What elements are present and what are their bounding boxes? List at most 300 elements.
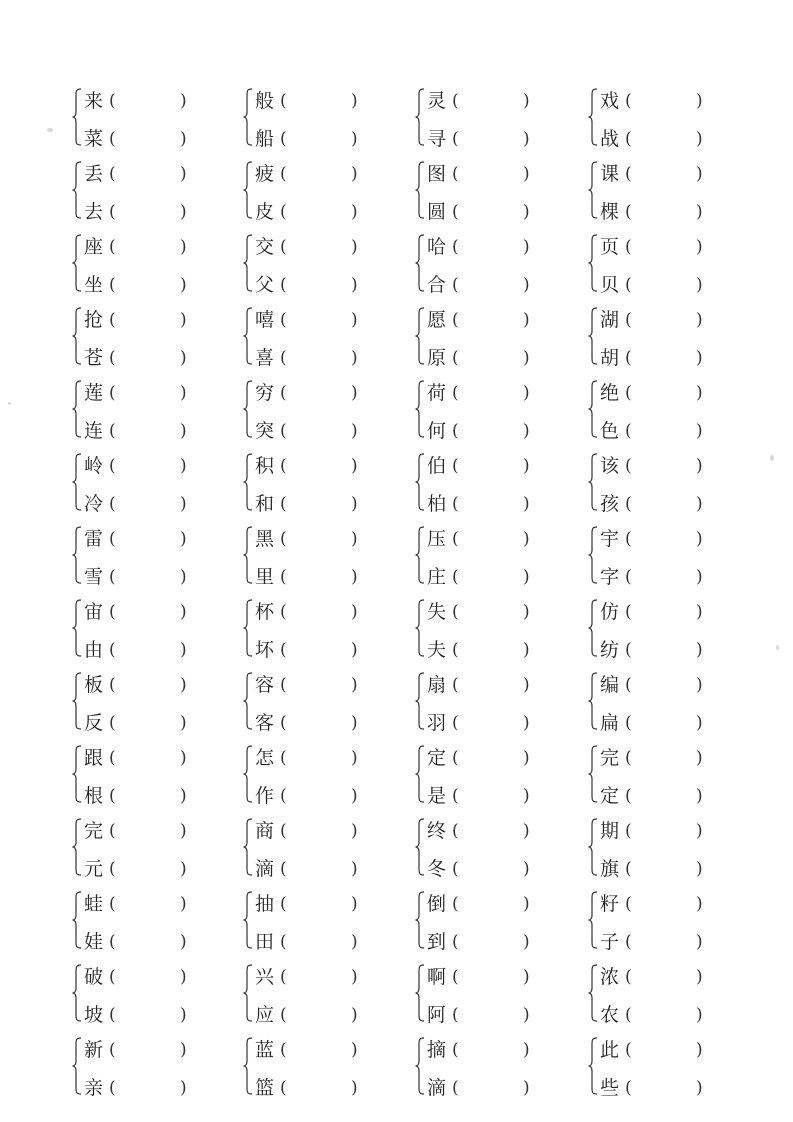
open-paren: ( xyxy=(109,602,116,622)
pair-bottom-row xyxy=(84,635,224,669)
brace-icon xyxy=(588,599,598,657)
close-paren: ) xyxy=(351,129,358,149)
character-pair xyxy=(72,593,222,666)
brace-icon xyxy=(72,599,82,657)
brace-icon xyxy=(243,1037,253,1095)
open-paren: ( xyxy=(625,1040,632,1060)
word-answer-blank[interactable] xyxy=(638,200,694,224)
close-paren: ) xyxy=(180,1078,187,1098)
word-answer-blank[interactable] xyxy=(122,784,178,808)
word-answer-blank[interactable] xyxy=(122,746,178,770)
word-answer-blank[interactable] xyxy=(293,819,349,843)
close-paren: ) xyxy=(180,675,187,695)
word-answer-blank[interactable] xyxy=(293,454,349,478)
word-answer-blank[interactable] xyxy=(638,892,694,916)
word-answer-blank[interactable] xyxy=(293,565,349,589)
open-paren: ( xyxy=(109,713,116,733)
character: 胡 xyxy=(600,347,620,369)
close-paren: ) xyxy=(351,237,358,257)
close-paren: ) xyxy=(523,859,530,879)
open-paren: ( xyxy=(452,713,459,733)
pair-bottom-row xyxy=(255,854,395,888)
close-paren: ) xyxy=(523,91,530,111)
word-answer-blank[interactable] xyxy=(465,419,521,443)
word-answer-blank[interactable] xyxy=(638,930,694,954)
open-paren: ( xyxy=(280,1078,287,1098)
close-paren: ) xyxy=(351,421,358,441)
word-answer-blank[interactable] xyxy=(465,127,521,151)
word-answer-blank[interactable] xyxy=(122,381,178,405)
word-answer-blank[interactable] xyxy=(293,273,349,297)
word-answer-blank[interactable] xyxy=(122,711,178,735)
word-answer-blank[interactable] xyxy=(293,492,349,516)
word-answer-blank[interactable] xyxy=(122,162,178,186)
word-answer-blank[interactable] xyxy=(638,784,694,808)
close-paren: ) xyxy=(180,421,187,441)
word-answer-blank[interactable] xyxy=(293,1038,349,1062)
word-answer-blank[interactable] xyxy=(638,1003,694,1027)
word-answer-blank[interactable] xyxy=(122,638,178,662)
open-paren: ( xyxy=(625,786,632,806)
character: 破 xyxy=(84,966,104,988)
close-paren: ) xyxy=(351,1005,358,1025)
close-paren: ) xyxy=(351,821,358,841)
close-paren: ) xyxy=(696,567,703,587)
open-paren: ( xyxy=(280,129,287,149)
pair-bottom-row xyxy=(600,416,740,450)
character-pair xyxy=(243,958,393,1031)
word-answer-blank[interactable] xyxy=(638,857,694,881)
pair-top-row xyxy=(84,305,224,339)
word-answer-blank[interactable] xyxy=(638,308,694,332)
character: 完 xyxy=(600,747,620,769)
word-answer-blank[interactable] xyxy=(465,162,521,186)
word-answer-blank[interactable] xyxy=(638,127,694,151)
word-answer-blank[interactable] xyxy=(122,965,178,989)
character: 座 xyxy=(84,236,104,258)
word-answer-blank[interactable] xyxy=(465,308,521,332)
word-answer-blank[interactable] xyxy=(293,600,349,624)
close-paren: ) xyxy=(523,129,530,149)
open-paren: ( xyxy=(452,202,459,222)
close-paren: ) xyxy=(696,859,703,879)
character: 板 xyxy=(84,674,104,696)
close-paren: ) xyxy=(180,1040,187,1060)
brace-icon xyxy=(588,453,598,511)
pair-bottom-row xyxy=(255,124,395,158)
word-answer-blank[interactable] xyxy=(122,930,178,954)
word-answer-blank[interactable] xyxy=(638,454,694,478)
word-answer-blank[interactable] xyxy=(293,162,349,186)
pair-top-row xyxy=(84,962,224,996)
character: 莲 xyxy=(84,382,104,404)
character: 蓝 xyxy=(255,1039,275,1061)
brace-icon xyxy=(415,891,425,949)
close-paren: ) xyxy=(180,383,187,403)
word-answer-blank[interactable] xyxy=(122,308,178,332)
word-answer-blank[interactable] xyxy=(465,673,521,697)
open-paren: ( xyxy=(452,237,459,257)
close-paren: ) xyxy=(523,932,530,952)
word-answer-blank[interactable] xyxy=(638,235,694,259)
word-answer-blank[interactable] xyxy=(638,711,694,735)
word-answer-blank[interactable] xyxy=(638,527,694,551)
word-answer-blank[interactable] xyxy=(293,419,349,443)
open-paren: ( xyxy=(109,202,116,222)
brace-icon xyxy=(588,526,598,584)
word-answer-blank[interactable] xyxy=(293,235,349,259)
word-answer-blank[interactable] xyxy=(293,200,349,224)
brace-icon xyxy=(588,891,598,949)
pair-bottom-row xyxy=(427,708,567,742)
close-paren: ) xyxy=(696,494,703,514)
character: 新 xyxy=(84,1039,104,1061)
word-answer-blank[interactable] xyxy=(293,857,349,881)
open-paren: ( xyxy=(280,713,287,733)
word-answer-blank[interactable] xyxy=(465,492,521,516)
character: 是 xyxy=(427,785,447,807)
brace-icon xyxy=(243,672,253,730)
character: 伯 xyxy=(427,455,447,477)
open-paren: ( xyxy=(109,1005,116,1025)
scan-mark xyxy=(8,402,11,405)
word-answer-blank[interactable] xyxy=(465,1038,521,1062)
pair-bottom-row xyxy=(255,343,395,377)
character-pair xyxy=(72,958,222,1031)
open-paren: ( xyxy=(452,91,459,111)
character: 皮 xyxy=(255,201,275,223)
pair-bottom-row xyxy=(427,197,567,231)
pair-bottom-row xyxy=(255,1073,395,1107)
pair-bottom-row xyxy=(255,489,395,523)
pair-top-row xyxy=(84,159,224,193)
character: 去 xyxy=(84,201,104,223)
word-answer-blank[interactable] xyxy=(465,454,521,478)
word-answer-blank[interactable] xyxy=(293,746,349,770)
open-paren: ( xyxy=(280,859,287,879)
character: 柏 xyxy=(427,493,447,515)
close-paren: ) xyxy=(696,967,703,987)
brace-icon xyxy=(588,161,598,219)
pair-top-row xyxy=(427,451,567,485)
open-paren: ( xyxy=(625,567,632,587)
open-paren: ( xyxy=(109,310,116,330)
character: 夫 xyxy=(427,639,447,661)
word-answer-blank[interactable] xyxy=(293,784,349,808)
character: 湖 xyxy=(600,309,620,331)
word-answer-blank[interactable] xyxy=(293,673,349,697)
word-answer-blank[interactable] xyxy=(122,235,178,259)
character: 扁 xyxy=(600,712,620,734)
character: 疲 xyxy=(255,163,275,185)
brace-icon xyxy=(415,672,425,730)
character: 宙 xyxy=(84,601,104,623)
word-answer-blank[interactable] xyxy=(122,1076,178,1100)
character-pair xyxy=(72,1031,222,1104)
word-column-2 xyxy=(243,82,393,1104)
close-paren: ) xyxy=(696,421,703,441)
pair-bottom-row xyxy=(600,635,740,669)
word-answer-blank[interactable] xyxy=(293,89,349,113)
word-column-3 xyxy=(415,82,565,1104)
pair-top-row xyxy=(427,378,567,412)
close-paren: ) xyxy=(351,456,358,476)
close-paren: ) xyxy=(523,894,530,914)
pair-top-row xyxy=(427,1035,567,1069)
close-paren: ) xyxy=(351,640,358,660)
close-paren: ) xyxy=(696,894,703,914)
brace-icon xyxy=(243,88,253,146)
character: 庄 xyxy=(427,566,447,588)
pair-bottom-row xyxy=(255,781,395,815)
character-pair xyxy=(72,228,222,301)
word-answer-blank[interactable] xyxy=(638,600,694,624)
pair-top-row xyxy=(600,378,740,412)
scan-mark xyxy=(770,455,774,461)
pair-bottom-row xyxy=(255,708,395,742)
word-answer-blank[interactable] xyxy=(122,492,178,516)
word-answer-blank[interactable] xyxy=(638,965,694,989)
close-paren: ) xyxy=(351,202,358,222)
word-answer-blank[interactable] xyxy=(293,965,349,989)
character: 定 xyxy=(600,785,620,807)
word-answer-blank[interactable] xyxy=(638,381,694,405)
word-answer-blank[interactable] xyxy=(293,930,349,954)
word-answer-blank[interactable] xyxy=(638,673,694,697)
character: 船 xyxy=(255,128,275,150)
word-answer-blank[interactable] xyxy=(122,673,178,697)
character: 旗 xyxy=(600,858,620,880)
character: 坡 xyxy=(84,1004,104,1026)
word-answer-blank[interactable] xyxy=(122,892,178,916)
open-paren: ( xyxy=(452,348,459,368)
character-pair xyxy=(415,228,565,301)
close-paren: ) xyxy=(180,748,187,768)
close-paren: ) xyxy=(180,786,187,806)
brace-icon xyxy=(72,818,82,876)
open-paren: ( xyxy=(452,494,459,514)
word-answer-blank[interactable] xyxy=(638,346,694,370)
word-answer-blank[interactable] xyxy=(465,1076,521,1100)
close-paren: ) xyxy=(180,348,187,368)
word-answer-blank[interactable] xyxy=(122,273,178,297)
open-paren: ( xyxy=(109,529,116,549)
word-answer-blank[interactable] xyxy=(122,1038,178,1062)
character: 黑 xyxy=(255,528,275,550)
character-pair xyxy=(243,593,393,666)
character-pair xyxy=(415,812,565,885)
close-paren: ) xyxy=(696,129,703,149)
word-answer-blank[interactable] xyxy=(122,600,178,624)
word-answer-blank[interactable] xyxy=(293,127,349,151)
word-answer-blank[interactable] xyxy=(293,892,349,916)
pair-top-row xyxy=(600,816,740,850)
pair-top-row xyxy=(255,232,395,266)
character: 该 xyxy=(600,455,620,477)
word-answer-blank[interactable] xyxy=(293,381,349,405)
open-paren: ( xyxy=(625,821,632,841)
word-answer-blank[interactable] xyxy=(293,527,349,551)
word-answer-blank[interactable] xyxy=(465,638,521,662)
word-answer-blank[interactable] xyxy=(293,346,349,370)
open-paren: ( xyxy=(280,275,287,295)
character: 篮 xyxy=(255,1077,275,1099)
character: 啊 xyxy=(427,966,447,988)
word-answer-blank[interactable] xyxy=(638,819,694,843)
word-answer-blank[interactable] xyxy=(122,127,178,151)
word-answer-blank[interactable] xyxy=(638,1038,694,1062)
character: 失 xyxy=(427,601,447,623)
pair-bottom-row xyxy=(427,416,567,450)
character: 突 xyxy=(255,420,275,442)
scan-mark xyxy=(776,645,779,650)
pair-top-row xyxy=(84,232,224,266)
pair-top-row xyxy=(84,378,224,412)
word-answer-blank[interactable] xyxy=(638,273,694,297)
word-answer-blank[interactable] xyxy=(638,638,694,662)
close-paren: ) xyxy=(523,567,530,587)
character-pair xyxy=(588,885,738,958)
character: 由 xyxy=(84,639,104,661)
word-answer-blank[interactable] xyxy=(465,273,521,297)
close-paren: ) xyxy=(523,602,530,622)
character: 图 xyxy=(427,163,447,185)
word-answer-blank[interactable] xyxy=(122,565,178,589)
word-answer-blank[interactable] xyxy=(465,527,521,551)
character: 兴 xyxy=(255,966,275,988)
word-answer-blank[interactable] xyxy=(122,346,178,370)
open-paren: ( xyxy=(280,602,287,622)
character: 压 xyxy=(427,528,447,550)
word-answer-blank[interactable] xyxy=(122,857,178,881)
pair-top-row xyxy=(427,889,567,923)
word-answer-blank[interactable] xyxy=(293,1003,349,1027)
open-paren: ( xyxy=(452,275,459,295)
word-answer-blank[interactable] xyxy=(293,308,349,332)
character: 丢 xyxy=(84,163,104,185)
open-paren: ( xyxy=(109,640,116,660)
open-paren: ( xyxy=(109,567,116,587)
close-paren: ) xyxy=(523,967,530,987)
word-answer-blank[interactable] xyxy=(465,381,521,405)
character-pair xyxy=(588,155,738,228)
open-paren: ( xyxy=(625,932,632,952)
word-answer-blank[interactable] xyxy=(293,638,349,662)
close-paren: ) xyxy=(523,456,530,476)
word-answer-blank[interactable] xyxy=(465,235,521,259)
word-answer-blank[interactable] xyxy=(293,1076,349,1100)
character: 编 xyxy=(600,674,620,696)
brace-icon xyxy=(72,964,82,1022)
word-answer-blank[interactable] xyxy=(293,711,349,735)
word-answer-blank[interactable] xyxy=(465,565,521,589)
word-answer-blank[interactable] xyxy=(465,892,521,916)
close-paren: ) xyxy=(696,91,703,111)
open-paren: ( xyxy=(452,164,459,184)
word-answer-blank[interactable] xyxy=(465,819,521,843)
character: 籽 xyxy=(600,893,620,915)
word-answer-blank[interactable] xyxy=(638,419,694,443)
pair-bottom-row xyxy=(427,854,567,888)
brace-icon xyxy=(72,1037,82,1095)
brace-icon xyxy=(243,453,253,511)
open-paren: ( xyxy=(625,164,632,184)
pair-top-row xyxy=(84,670,224,704)
character: 苍 xyxy=(84,347,104,369)
close-paren: ) xyxy=(180,275,187,295)
brace-icon xyxy=(415,599,425,657)
character-pair xyxy=(588,82,738,155)
open-paren: ( xyxy=(109,821,116,841)
word-answer-blank[interactable] xyxy=(122,454,178,478)
pair-top-row xyxy=(84,889,224,923)
word-answer-blank[interactable] xyxy=(465,784,521,808)
pair-top-row xyxy=(427,670,567,704)
word-answer-blank[interactable] xyxy=(638,746,694,770)
word-answer-blank[interactable] xyxy=(122,89,178,113)
character-pair xyxy=(243,520,393,593)
word-answer-blank[interactable] xyxy=(465,711,521,735)
word-answer-blank[interactable] xyxy=(638,162,694,186)
character-pair xyxy=(243,155,393,228)
character: 荷 xyxy=(427,382,447,404)
word-answer-blank[interactable] xyxy=(465,600,521,624)
close-paren: ) xyxy=(523,1040,530,1060)
character: 应 xyxy=(255,1004,275,1026)
close-paren: ) xyxy=(696,237,703,257)
character: 父 xyxy=(255,274,275,296)
word-answer-blank[interactable] xyxy=(122,419,178,443)
word-answer-blank[interactable] xyxy=(122,527,178,551)
word-answer-blank[interactable] xyxy=(465,346,521,370)
close-paren: ) xyxy=(180,640,187,660)
character-pair xyxy=(588,739,738,812)
pair-bottom-row xyxy=(255,562,395,596)
word-answer-blank[interactable] xyxy=(638,1076,694,1100)
open-paren: ( xyxy=(109,1040,116,1060)
pair-top-row xyxy=(427,743,567,777)
character: 喜 xyxy=(255,347,275,369)
pair-bottom-row xyxy=(84,1000,224,1034)
brace-icon xyxy=(415,88,425,146)
word-answer-blank[interactable] xyxy=(465,89,521,113)
word-answer-blank[interactable] xyxy=(122,819,178,843)
pair-top-row xyxy=(255,159,395,193)
character: 抽 xyxy=(255,893,275,915)
brace-icon xyxy=(243,818,253,876)
character-pair xyxy=(588,228,738,301)
character: 岭 xyxy=(84,455,104,477)
brace-icon xyxy=(588,234,598,292)
character: 坐 xyxy=(84,274,104,296)
word-answer-blank[interactable] xyxy=(122,1003,178,1027)
word-answer-blank[interactable] xyxy=(465,746,521,770)
word-answer-blank[interactable] xyxy=(465,857,521,881)
character: 浓 xyxy=(600,966,620,988)
word-answer-blank[interactable] xyxy=(638,89,694,113)
open-paren: ( xyxy=(625,348,632,368)
character: 滴 xyxy=(255,858,275,880)
word-answer-blank[interactable] xyxy=(638,492,694,516)
word-answer-blank[interactable] xyxy=(638,565,694,589)
word-answer-blank[interactable] xyxy=(465,200,521,224)
word-answer-blank[interactable] xyxy=(465,930,521,954)
pair-top-row xyxy=(255,816,395,850)
word-answer-blank[interactable] xyxy=(122,200,178,224)
word-answer-blank[interactable] xyxy=(465,1003,521,1027)
word-answer-blank[interactable] xyxy=(465,965,521,989)
open-paren: ( xyxy=(625,129,632,149)
